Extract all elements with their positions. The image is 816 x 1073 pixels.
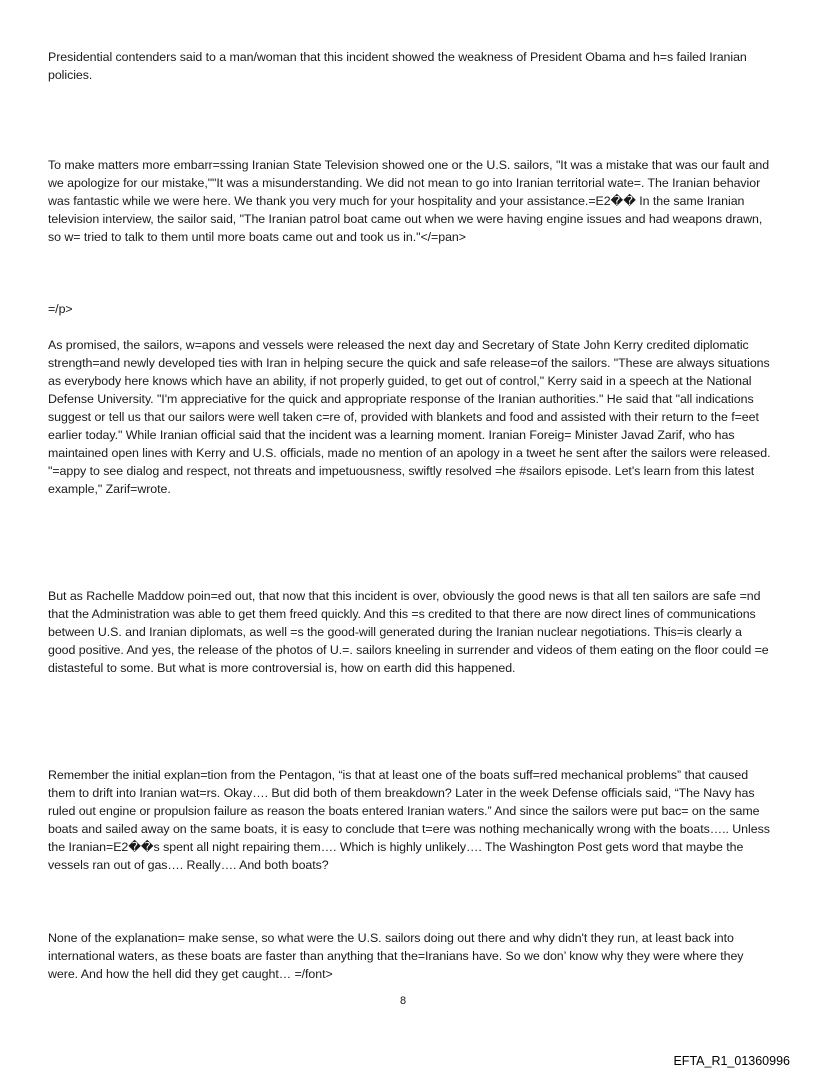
paragraph-state-television: To make matters more embarr=ssing Iranian State Television showed one or the U.S. sailors, "It was a mistake that was our fault and we apologize for our mistake,""It was a misunderstanding. We did not mean to go into Iranian territorial wate=. The Iranian behavior was fantastic while we were here. We thank you very much for your hospitality and your assistance.=E2�� In the same Iranian television interview, the sailor said, "The Iranian patrol boat came out when we were having engine issues and had weapons drawn, so w= tried to talk to them until more boats came out and took us in."</=pan> xyxy=(48,158,770,244)
paragraph-conclusion: None of the explanation= make sense, so what were the U.S. sailors doing out there and why didn't they run, at least back into international waters, as these boats are faster than anything that the=Iranians have. So we don’ know why they were where they were. And how the hell did they get caught… =/font> xyxy=(48,931,744,981)
document-id-footer: EFTA_R1_01360996 xyxy=(673,1054,790,1068)
paragraph-stray-tag: =/p> xyxy=(48,302,73,316)
paragraph-release-kerry: As promised, the sailors, w=apons and vessels were released the next day and Secretary of State John Kerry credited diplomatic strength=and newly developed ties with Iran in helping secure the quick and safe release=of the sailors. "These are always situations as everybody here knows which have an ability, if not properly guided, to get out of control," Kerry said in a speech at the National Defense University. "I'm appreciative for the quick and appropriate response of the Iranian authorities." He said that "all indications suggest or tell us that our sailors were well taken c=re of, provided with blankets and food and assisted with their return to the f=eet earlier today." While Iranian official said that the incident was a learning moment. Iranian Foreig= Minister Javad Zarif, who has maintained open lines with Kerry and U.S. officials, made no mention of an apology in a tweet he sent after the sailors were released. "=appy to see dialog and respect, not threats and impetuousness, swiftly resolved =he #sailors episode. Let's learn from this latest example," Zarif=wrote. xyxy=(48,338,771,496)
paragraph-contenders: Presidential contenders said to a man/woman that this incident showed the weakness of President Obama and h=s failed Iranian policies. xyxy=(48,50,747,82)
paragraph-maddow: But as Rachelle Maddow poin=ed out, that now that this incident is over, obviously the good news is that all ten sailors are safe =nd that the Administration was able to get them freed quickly. And this =s credited to that there are now direct lines of communications between U.S. and Iranian diplomats, as well =s the good-will generated during the Iranian nuclear negotiations. This=is clearly a good positive. And yes, the release of the photos of U.=. sailors kneeling in surrender and videos of them eating on the floor could =e distasteful to some. But what is more controversial is, how on earth did this happened. xyxy=(48,589,769,675)
page-number: 8 xyxy=(400,995,407,1007)
paragraph-pentagon-explanation: Remember the initial explan=tion from the Pentagon, “is that at least one of the boats suff=red mechanical problems” that caused them to drift into Iranian wat=rs. Okay…. But did both of them breakdown? Later in the week Defense officials said, “The Navy has ruled out engine or propulsion failure as reason the boats entered Iranian waters.” And since the sailors were put bac= on the same boats and sailed away on the same boats, it is easy to conclude that t=ere was nothing mechanically wrong with the boats….. Unless the Iranian=E2��s spent all night repairing them…. Which is highly unlikely…. The Washington Post gets word that maybe the vessels ran out of gas…. Really…. And both boats? xyxy=(48,768,770,872)
